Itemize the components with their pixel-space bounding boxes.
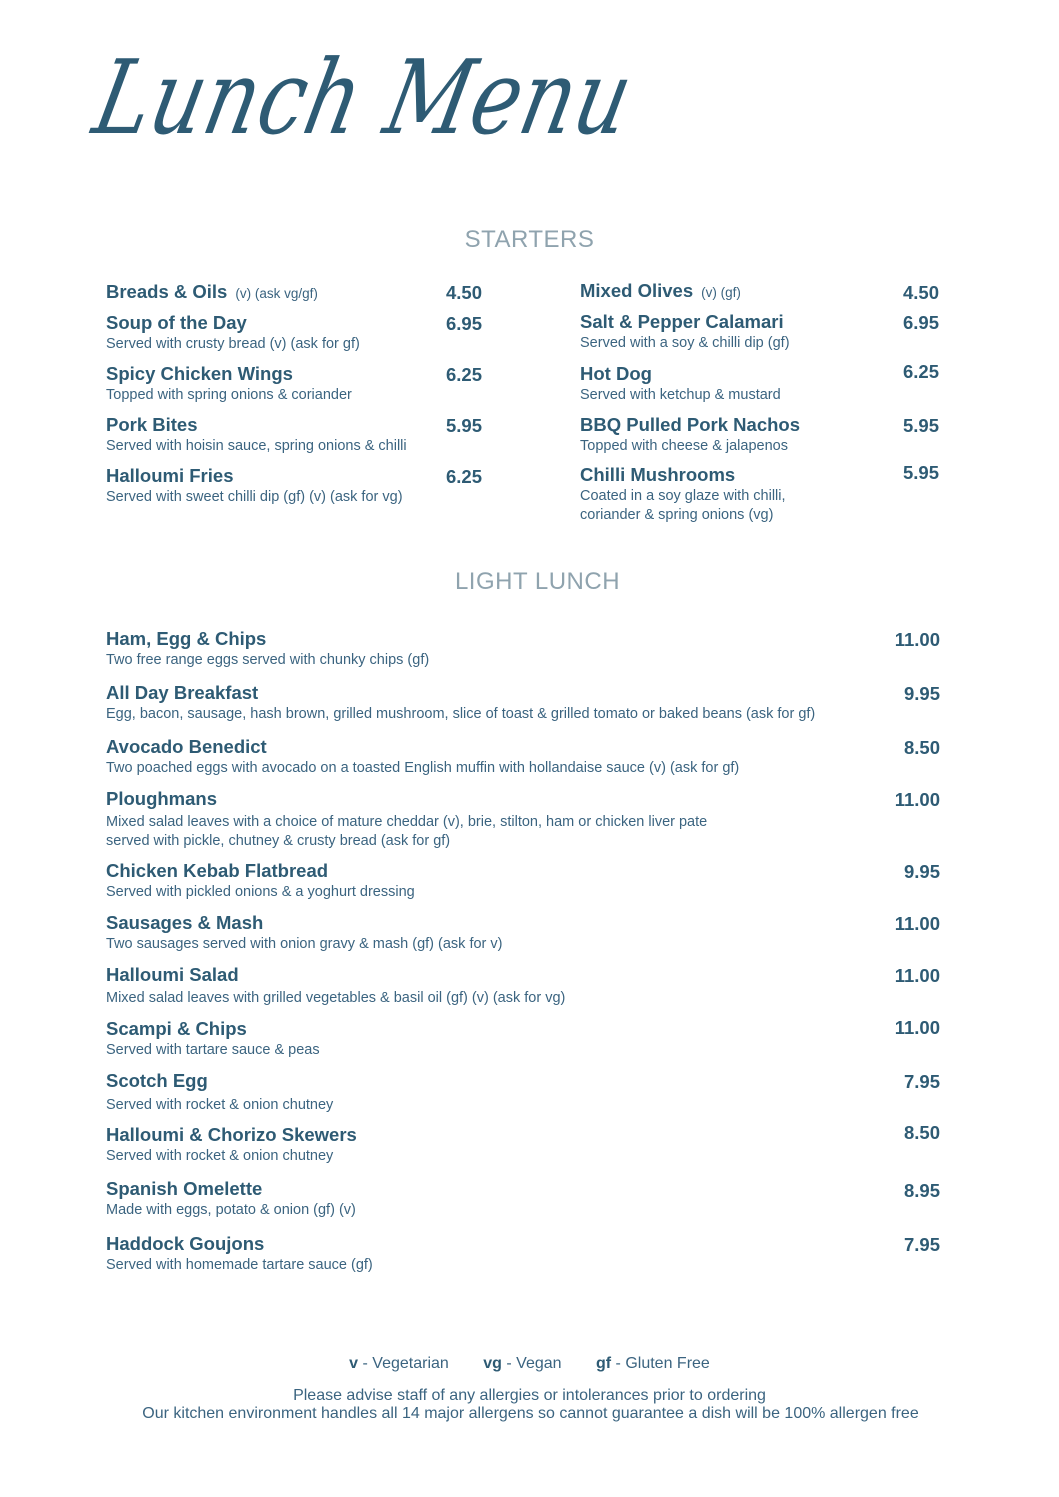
item-name: Soup of the Day — [106, 312, 247, 333]
allergy-notice: Please advise staff of any allergies or intolerances prior to ordering — [293, 1387, 766, 1404]
menu-item — [106, 281, 482, 305]
menu-item — [106, 682, 940, 724]
item-description: Served with ketchup & mustard — [580, 387, 781, 403]
item-name: Scotch Egg — [106, 1070, 208, 1091]
item-description: Served with a soy & chilli dip (gf) — [580, 335, 790, 351]
starters-right-column — [580, 280, 939, 530]
allergen-disclaimer: Our kitchen environment handles all 14 major allergens so cannot guarantee a dish will be 100% allergen free — [142, 1405, 919, 1422]
item-description: Coated in a soy glaze with chilli, coriander & spring onions (vg) — [580, 488, 786, 523]
item-name: Chilli Mushrooms — [580, 464, 736, 485]
item-name: All Day Breakfast — [106, 682, 259, 703]
starters-heading: STARTERS — [464, 226, 595, 253]
item-name: Mixed Olives (v) (gf) — [580, 280, 741, 301]
item-name: BBQ Pulled Pork Nachos — [580, 414, 800, 435]
item-price: 5.95 — [445, 415, 482, 436]
item-price: 8.95 — [903, 1180, 940, 1201]
item-name: Ploughmans — [106, 788, 218, 809]
item-description: Topped with spring onions & coriander — [106, 387, 352, 403]
item-name: Halloumi Fries — [106, 465, 234, 486]
item-price: 5.95 — [902, 462, 939, 483]
item-name: Halloumi & Chorizo Skewers — [106, 1124, 357, 1145]
item-price: 6.25 — [902, 361, 939, 382]
item-description: Served with homemade tartare sauce (gf) — [106, 1257, 373, 1273]
item-price: 11.00 — [894, 629, 940, 650]
item-description: Two sausages served with onion gravy & mash (gf) (ask for v) — [106, 936, 503, 952]
item-description: Made with eggs, potato & onion (gf) (v) — [106, 1202, 356, 1218]
item-name: Salt & Pepper Calamari — [580, 311, 784, 332]
item-price: 4.50 — [902, 282, 939, 303]
item-price: 7.95 — [903, 1234, 940, 1255]
item-price: 9.95 — [903, 683, 940, 704]
menu-item — [106, 1070, 940, 1115]
menu-item — [580, 414, 939, 456]
menu-item — [106, 628, 940, 670]
item-name: Halloumi Salad — [106, 964, 239, 985]
item-description: Mixed salad leaves with grilled vegetables & basil oil (gf) (v) (ask for vg) — [106, 990, 566, 1006]
item-dietary-tag: (v) (ask vg/gf) — [235, 286, 318, 301]
menu-item — [580, 311, 939, 353]
item-price: 5.95 — [902, 415, 939, 436]
item-name: Hot Dog — [580, 363, 652, 384]
menu-item — [106, 1233, 940, 1275]
menu-item — [106, 1178, 940, 1220]
item-price: 11.00 — [894, 1017, 940, 1038]
item-price: 7.95 — [903, 1071, 940, 1092]
menu-item — [106, 414, 482, 456]
item-description: Served with sweet chilli dip (gf) (v) (ask for vg) — [106, 489, 403, 505]
starters-left-column — [106, 281, 482, 531]
menu-item — [106, 363, 482, 405]
legend-gluten-free: gf - Gluten Free — [596, 1355, 710, 1372]
menu-item — [106, 312, 482, 354]
menu-item — [106, 1018, 940, 1060]
item-dietary-tag: (v) (gf) — [701, 285, 741, 300]
item-name: Spicy Chicken Wings — [106, 363, 293, 384]
item-name: Scampi & Chips — [106, 1018, 247, 1039]
item-price: 11.00 — [894, 913, 940, 934]
dietary-legend — [0, 1355, 1059, 1373]
item-price: 6.95 — [902, 312, 939, 333]
legend-vegetarian: v - Vegetarian — [349, 1355, 449, 1372]
menu-item — [106, 736, 940, 778]
menu-item — [580, 280, 939, 304]
item-description: Topped with cheese & jalapenos — [580, 438, 788, 454]
menu-item — [106, 964, 940, 1008]
item-description: Egg, bacon, sausage, hash brown, grilled mushroom, slice of toast & grilled tomato or baked beans (ask for gf) — [106, 706, 816, 722]
menu-item — [106, 465, 482, 507]
item-price: 9.95 — [903, 861, 940, 882]
menu-item — [106, 1124, 940, 1166]
item-price: 6.95 — [445, 313, 482, 334]
item-description: Served with rocket & onion chutney — [106, 1097, 334, 1113]
item-description: Mixed salad leaves with a choice of mature cheddar (v), brie, stilton, ham or chicken liver pate served with pickle, chutney & crusty bread (ask for gf) — [106, 814, 708, 849]
item-price: 4.50 — [445, 282, 482, 303]
item-description: Served with hoisin sauce, spring onions & chilli — [106, 438, 407, 454]
menu-item — [580, 363, 939, 405]
item-name: Sausages & Mash — [106, 912, 264, 933]
item-description: Two free range eggs served with chunky chips (gf) — [106, 652, 430, 668]
item-price: 11.00 — [894, 789, 940, 810]
menu-item — [106, 912, 940, 954]
light-lunch-list — [106, 628, 940, 1288]
item-price: 6.25 — [445, 364, 482, 385]
item-description: Served with tartare sauce & peas — [106, 1042, 320, 1058]
item-name: Avocado Benedict — [106, 736, 267, 757]
menu-item — [106, 788, 940, 850]
item-description: Served with rocket & onion chutney — [106, 1148, 334, 1164]
item-name: Chicken Kebab Flatbread — [106, 860, 329, 881]
page-title: Lunch Menu — [84, 39, 643, 158]
menu-item — [580, 464, 939, 524]
item-price: 11.00 — [894, 965, 940, 986]
item-price: 6.25 — [445, 466, 482, 487]
legend-vegan: vg - Vegan — [483, 1355, 562, 1372]
item-name: Pork Bites — [106, 414, 198, 435]
item-description: Served with crusty bread (v) (ask for gf) — [106, 336, 360, 352]
item-price: 8.50 — [903, 1122, 940, 1143]
item-name: Haddock Goujons — [106, 1233, 265, 1254]
item-description: Served with pickled onions & a yoghurt dressing — [106, 884, 415, 900]
item-description: Two poached eggs with avocado on a toasted English muffin with hollandaise sauce (v) (ask for gf) — [106, 760, 740, 776]
item-price: 8.50 — [903, 737, 940, 758]
item-name: Breads & Oils (v) (ask vg/gf) — [106, 281, 318, 302]
menu-item — [106, 860, 940, 902]
item-name: Ham, Egg & Chips — [106, 628, 267, 649]
light-lunch-heading: LIGHT LUNCH — [454, 568, 621, 595]
item-name: Spanish Omelette — [106, 1178, 263, 1199]
